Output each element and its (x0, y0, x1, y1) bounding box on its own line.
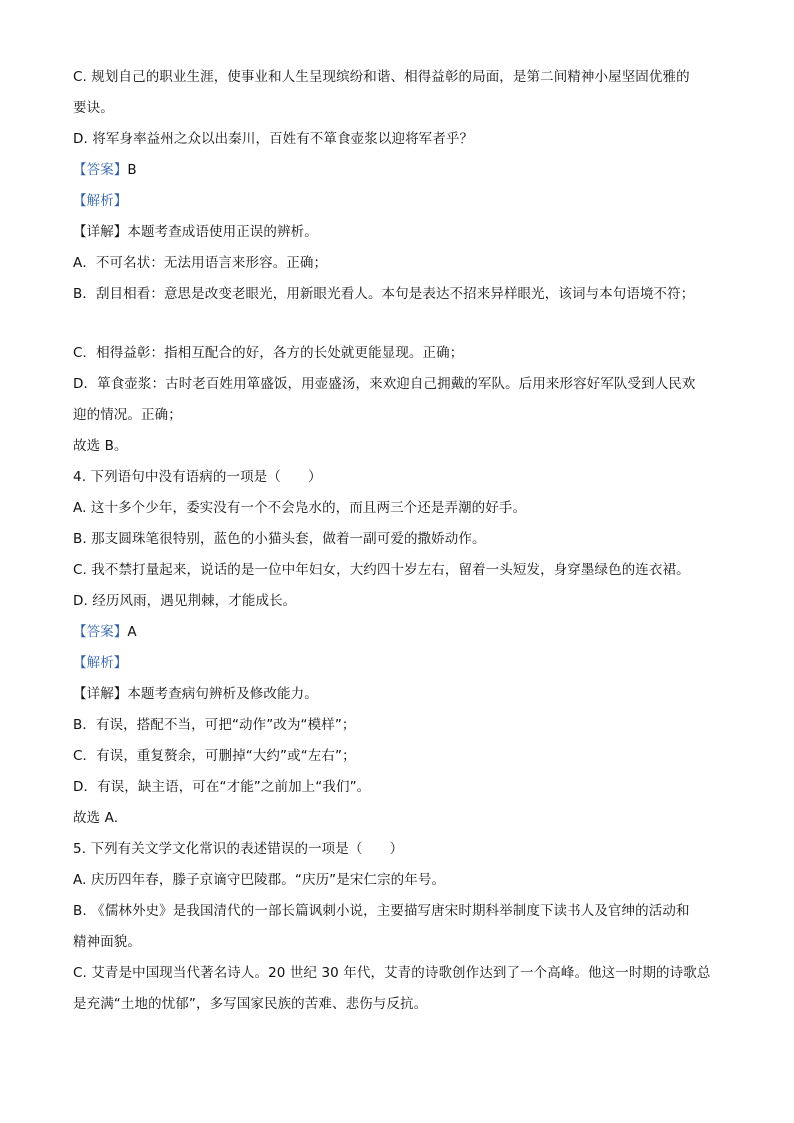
text-line: D．有误，缺主语，可在“才能”之前加上“我们”。 (73, 779, 371, 795)
option-line: B. 《儒林外史》是我国清代的一部长篇讽刺小说，主要描写唐宋时期科举制度下读书人及官绅的活动和 (73, 903, 690, 919)
option-line: 是充满“土地的忧郁”，多写国家民族的苦难、悲伤与反抗。 (73, 996, 428, 1012)
detail-text: 本题考查成语使用正误的辨析。 (127, 224, 318, 240)
detail-line (73, 217, 723, 248)
option-line: C. 我不禁打量起来，说话的是一位中年妇女，大约四十岁左右，留着一头短发，身穿墨绿色的连衣裙。 (73, 562, 690, 578)
text-line: C. 规划自己的职业生涯，使事业和人生呈现缤纷和谐、相得益彰的局面，是第二间精神小屋坚固优雅的 (73, 69, 690, 85)
answer-tag: 【答案】 (73, 624, 128, 640)
option-line: A. 庆历四年春，滕子京谪守巴陵郡。“庆历”是宋仁宗的年号。 (73, 872, 446, 888)
option-line: B. 那支圆珠笔很特别，蓝色的小猫头套，做着一副可爱的撒娇动作。 (73, 531, 486, 547)
detail-tag: 【详解】 (73, 686, 128, 702)
text-line: B．刮目相看：意思是改变老眼光，用新眼光看人。本句是表达不招来异样眼光，该词与本句语境不符； (73, 286, 695, 302)
text-line: 要诀。 (73, 100, 114, 116)
text-line: D．箪食壶浆：古时老百姓用箪盛饭，用壶盛汤，来欢迎自己拥戴的军队。后用来形容好军队受到人民欢 (73, 376, 696, 392)
answer-value: A (127, 624, 137, 640)
option-line: 精神面貌。 (73, 934, 141, 950)
text-line: 故选 B。 (73, 438, 128, 454)
option-line: C. 艾青是中国现当代著名诗人。20 世纪 30 年代，艾青的诗歌创作达到了一个高峰。他这一时期的诗歌总 (73, 965, 711, 981)
option-line: D. 经历风雨，遇见荆棘，才能成长。 (73, 593, 297, 609)
text-line: C．相得益彰：指相互配合的好，各方的长处就更能显现。正确； (73, 345, 464, 361)
analysis-heading (73, 648, 723, 679)
text-line: D. 将军身率益州之众以出秦川，百姓有不箪食壶浆以迎将军者乎？ (73, 131, 474, 147)
document-page (73, 62, 723, 1020)
detail-text: 本题考查病句辨析及修改能力。 (127, 686, 318, 702)
text-line: 故选 A. (73, 810, 119, 826)
answer-line (73, 155, 723, 186)
text-line: C．有误，重复赘余，可删掉“大约”或“左右”； (73, 748, 356, 764)
question-stem: 4. 下列语句中没有语病的一项是（ ） (73, 469, 322, 485)
question-stem: 5. 下列有关文学文化常识的表述错误的一项是（ ） (73, 841, 404, 857)
text-line: B．有误，搭配不当，可把“动作”改为“模样”； (73, 717, 356, 733)
analysis-heading (73, 186, 723, 217)
answer-tag: 【答案】 (73, 162, 128, 178)
spacer (73, 310, 723, 338)
analysis-tag: 【解析】 (73, 193, 128, 209)
answer-line (73, 617, 723, 648)
answer-value: B (127, 162, 137, 178)
text-line: A．不可名状：无法用语言来形容。正确； (73, 255, 328, 271)
detail-line (73, 679, 723, 710)
option-line: A. 这十多个少年，委实没有一个不会凫水的，而且两三个还是弄潮的好手。 (73, 500, 527, 516)
analysis-tag: 【解析】 (73, 655, 128, 671)
text-line: 迎的情况。正确； (73, 407, 182, 423)
detail-tag: 【详解】 (73, 224, 128, 240)
